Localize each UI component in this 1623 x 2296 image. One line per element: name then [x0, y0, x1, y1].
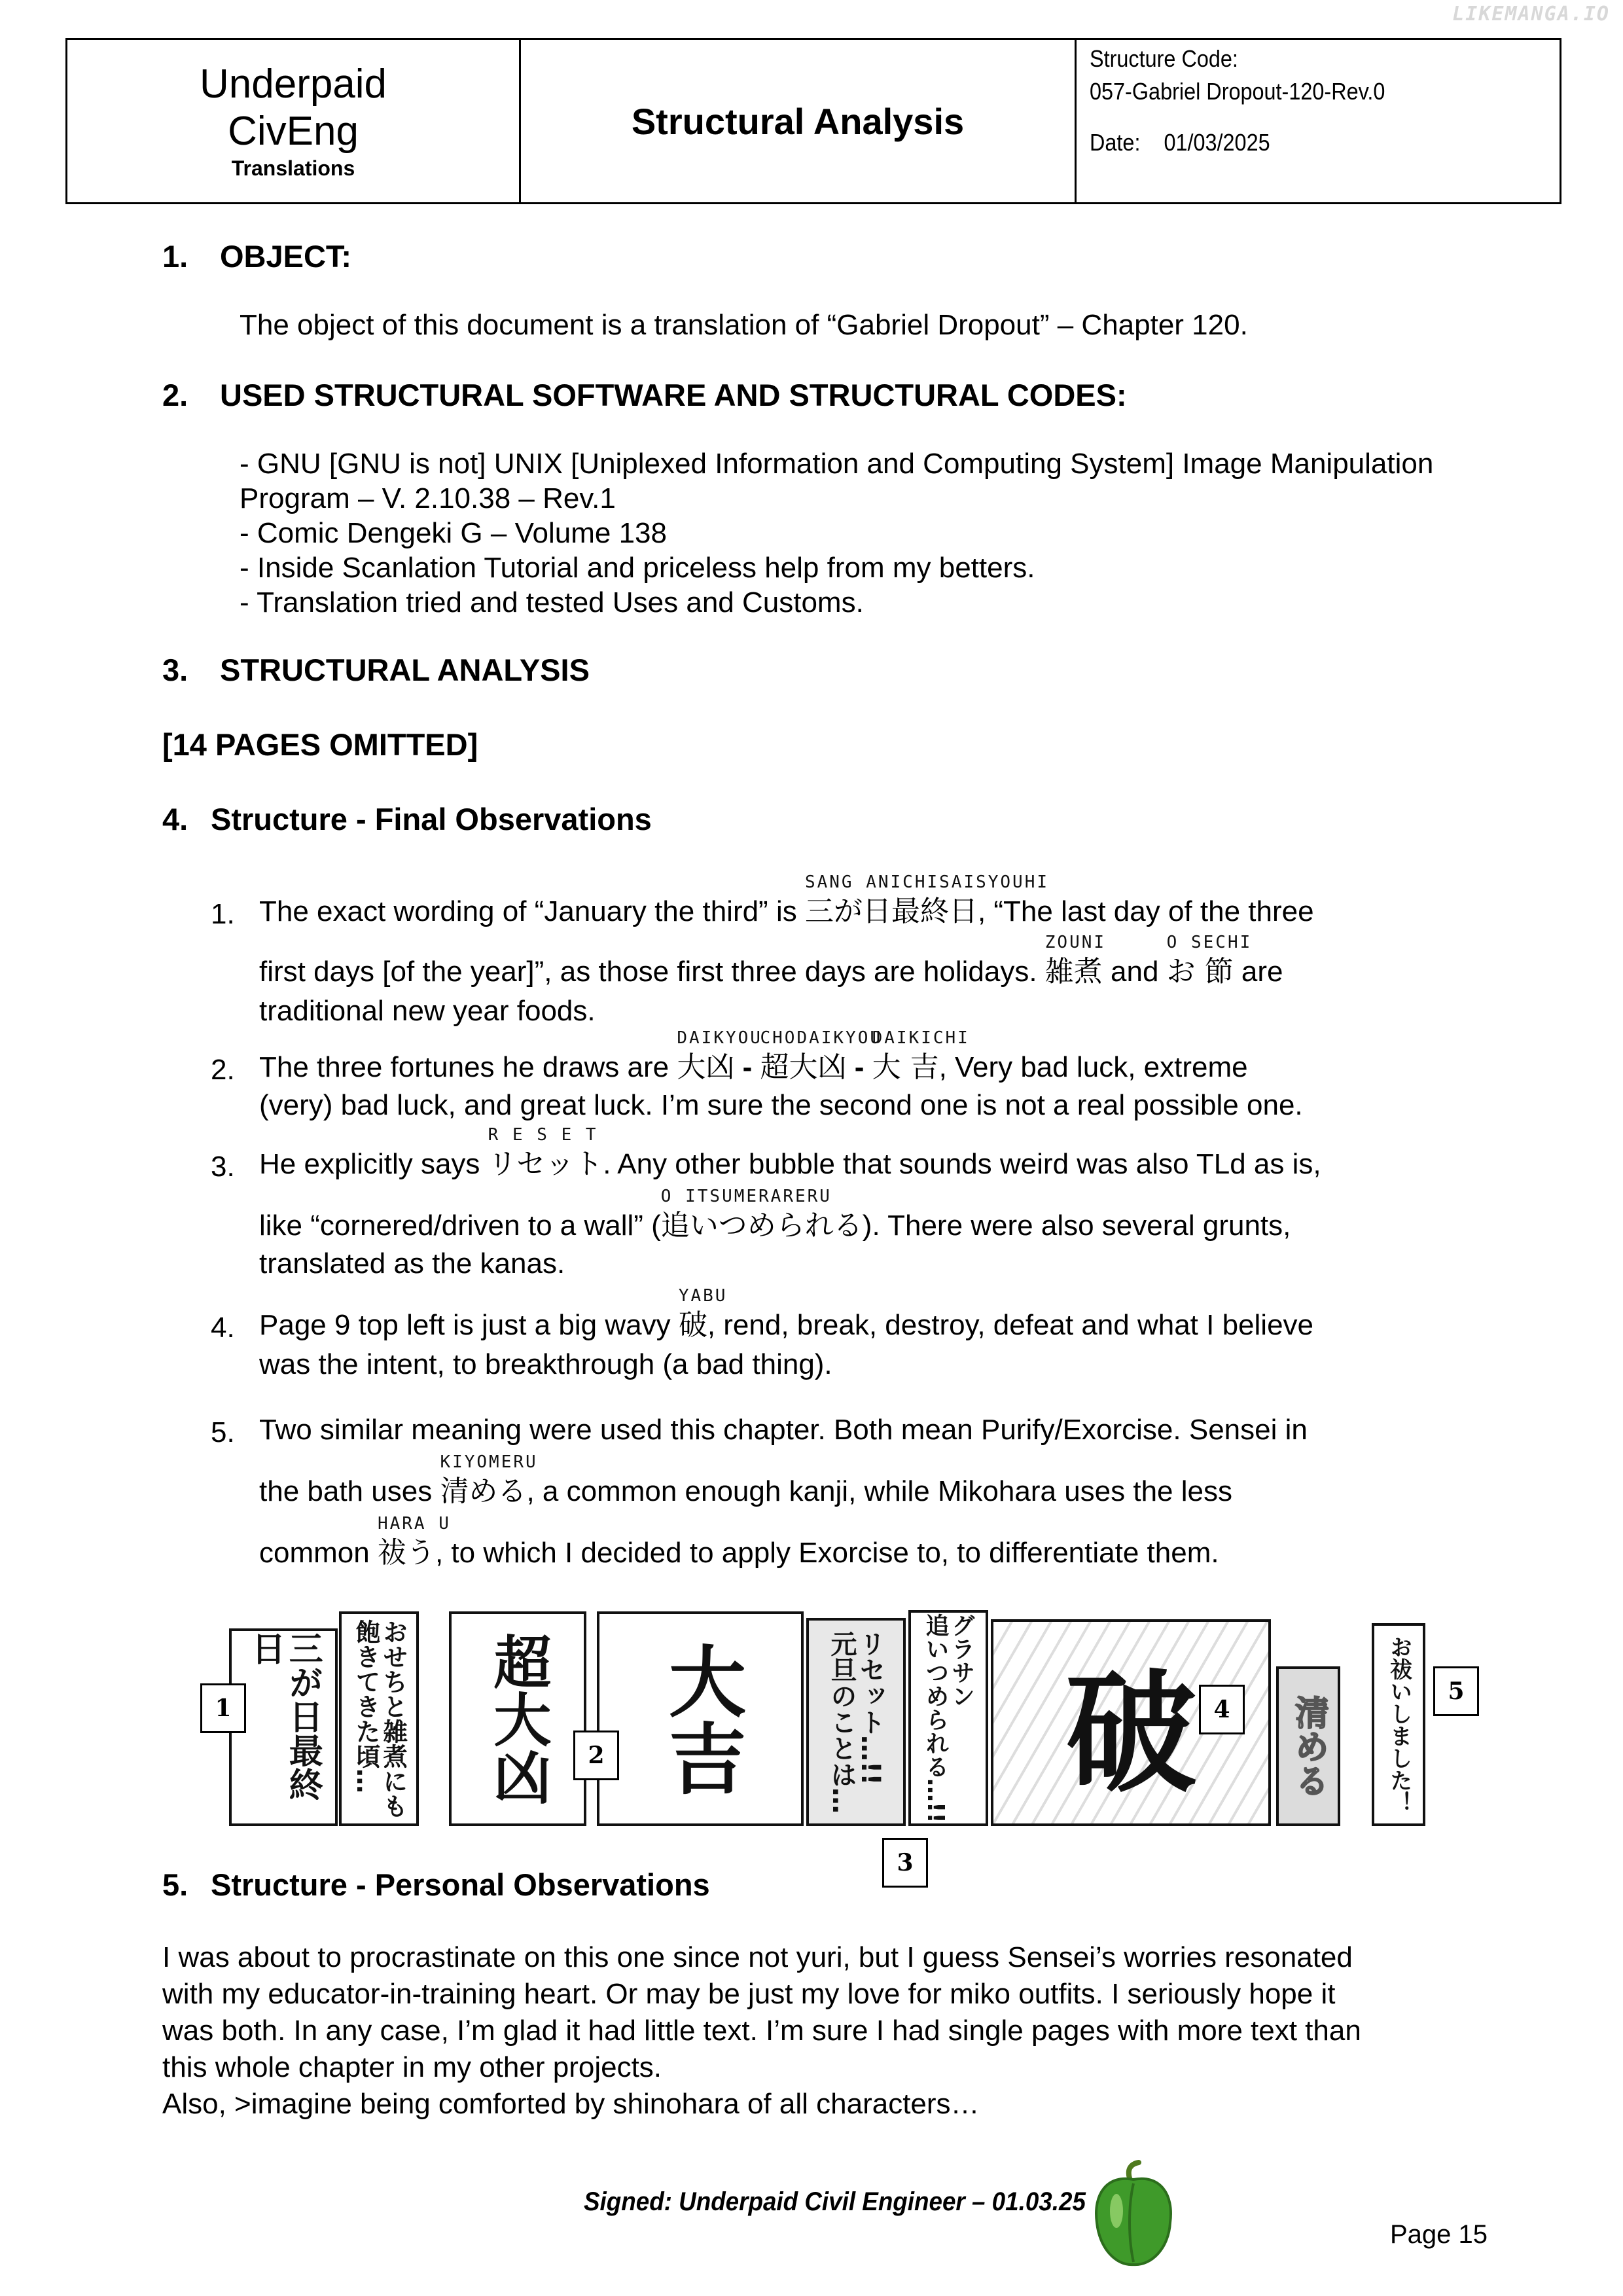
o2-ruby-daikyou-reading: DAIKYOU — [677, 1028, 762, 1048]
o4-text-b: , rend, break, destroy, defeat and what I believe — [707, 1309, 1314, 1341]
software-line-1: - GNU [GNU is not] UNIX [Uniplexed Information and Computing System] Image Manipulation — [240, 448, 1434, 480]
o1-text-e: are — [1241, 956, 1283, 988]
meta-cell — [1077, 40, 1560, 202]
o3-ruby-oitsumerareru-kana: 追いつめられる — [660, 1209, 863, 1242]
observation-3-line-1 — [259, 1125, 1321, 1181]
panel-daikichi-text: 大吉 — [655, 1641, 746, 1796]
panel-harau — [1372, 1623, 1425, 1826]
pepper-highlight — [1110, 2194, 1123, 2228]
o1-ruby-osechi — [1166, 933, 1253, 989]
o2-ruby-daikyou-kanji: 大凶 — [677, 1050, 735, 1084]
o2-ruby-chodaikyou — [760, 1028, 883, 1085]
observation-3-number: 3. — [211, 1151, 235, 1183]
section-1-text: The object of this document is a translation of “Gabriel Dropout” – Chapter 120. — [240, 309, 1248, 341]
observation-4-line-2: was the intent, to breakthrough (a bad thing). — [259, 1348, 832, 1380]
observation-4-line-1 — [259, 1286, 1314, 1342]
o2-ruby-chodaikyou-kanji: 超大凶 — [760, 1050, 847, 1084]
o2-text-b: , Very bad luck, extreme — [938, 1051, 1248, 1083]
document-title: Structural Analysis — [631, 100, 965, 142]
o1-ruby-osechi-kanji: お 節 — [1166, 955, 1234, 988]
personal-line-1: I was about to procrastinate on this one since not yuri, but I guess Sensei’s worries resonated — [162, 1941, 1353, 1973]
date-value: 01/03/2025 — [1164, 129, 1270, 156]
observation-1-number: 1. — [211, 898, 235, 930]
pepper-body — [1096, 2179, 1171, 2265]
o5-text-c: , a common enough kanji, while Mikohara uses the less — [526, 1475, 1232, 1507]
observation-1-line-3: traditional new year foods. — [259, 995, 596, 1027]
panel-reset-line2: 元旦のことは… — [827, 1630, 857, 1814]
o3-ruby-reset-reading: R E S E T — [488, 1125, 598, 1145]
panel-harau-text: お祓いしました！ — [1385, 1636, 1412, 1814]
observation-2-line-1 — [259, 1028, 1248, 1085]
org-name-line2: CivEng — [228, 109, 359, 154]
title-cell — [521, 40, 1077, 202]
structure-code-value: 057-Gabriel Dropout-120-Rev.0 — [1090, 78, 1385, 105]
panel-oitsumerareru — [908, 1610, 988, 1826]
o2-separator-1: - — [742, 1051, 753, 1083]
omitted-pages-note: [14 PAGES OMITTED] — [162, 727, 478, 762]
observation-4-number: 4. — [211, 1312, 235, 1344]
o1-ruby-sanganichi — [804, 872, 1050, 929]
page-number: Page 15 — [1390, 2220, 1488, 2249]
panel-reset-text — [827, 1630, 885, 1814]
panel-osechi-line1: おせちと雑煮にも — [378, 1619, 408, 1818]
o2-text-a: The three fortunes he draws are — [259, 1051, 669, 1083]
structure-code-label: Structure Code: — [1090, 45, 1238, 72]
panel-oitsumerareru-line2: 追いつめられる…!! — [922, 1613, 949, 1823]
o1-text-d: and — [1111, 956, 1159, 988]
o3-text-a: He explicitly says — [259, 1148, 480, 1180]
o4-ruby-yabu — [678, 1286, 728, 1342]
section-3-number: 3. — [162, 653, 188, 687]
o5-text-d: common — [259, 1537, 370, 1569]
o2-ruby-daikichi-kanji: 大 吉 — [872, 1050, 939, 1084]
date-line — [1090, 126, 1501, 159]
o2-separator-2: - — [854, 1051, 865, 1083]
o1-ruby-zouni-kanji: 雑煮 — [1044, 955, 1103, 988]
observation-2-number: 2. — [211, 1054, 235, 1086]
signature-line: Signed: Underpaid Civil Engineer – 01.03.25 — [584, 2187, 1086, 2216]
panel-sanganichi-text: 三が日最終日 — [245, 1631, 323, 1801]
o5-ruby-harau-kanji: 祓う — [377, 1536, 435, 1570]
o4-text-a: Page 9 top left is just a big wavy — [259, 1309, 671, 1341]
panel-label-4: 4 — [1199, 1685, 1245, 1734]
section-4-title: Structure - Final Observations — [211, 802, 652, 836]
observation-2-line-2: (very) bad luck, and great luck. I’m sure the second one is not a real possible one. — [259, 1089, 1303, 1121]
panel-daikichi — [597, 1611, 804, 1826]
o2-ruby-chodaikyou-reading: CHODAIKYOU — [760, 1028, 883, 1048]
watermark: LIKEMANGA.IO — [1452, 3, 1610, 26]
section-1-title: OBJECT: — [220, 239, 352, 274]
software-line-4: - Inside Scanlation Tutorial and priceless help from my betters. — [240, 552, 1035, 584]
o3-text-d: ). There were also several grunts, — [862, 1210, 1291, 1242]
personal-line-5: Also, >imagine being comforted by shinohara of all characters… — [162, 2088, 980, 2120]
section-2-title: USED STRUCTURAL SOFTWARE AND STRUCTURAL CODES: — [220, 378, 1127, 412]
section-2-number: 2. — [162, 378, 188, 412]
panel-label-1: 1 — [200, 1683, 246, 1733]
section-3-title: STRUCTURAL ANALYSIS — [220, 653, 590, 687]
panel-yabu-text: 破 — [1065, 1656, 1196, 1810]
software-line-2: Program – V. 2.10.38 – Rev.1 — [240, 482, 616, 514]
o3-ruby-oitsumerareru — [660, 1187, 863, 1243]
panel-label-3: 3 — [882, 1838, 928, 1888]
o2-ruby-daikyou — [677, 1028, 762, 1085]
o1-ruby-osechi-reading: O SECHI — [1166, 933, 1253, 952]
o1-text-b: , “The last day of the three — [977, 895, 1314, 927]
o4-ruby-yabu-reading: YABU — [678, 1286, 728, 1306]
o5-ruby-harau — [377, 1514, 451, 1570]
o1-ruby-sanganichi-kanji: 三が日最終日 — [804, 895, 978, 928]
observation-3-line-3: translated as the kanas. — [259, 1247, 565, 1280]
panel-osechi-line2: 飽きてきた頃… — [351, 1619, 380, 1793]
observation-3-line-2 — [259, 1187, 1291, 1243]
o2-ruby-daikichi-reading: DAIKICHI — [872, 1028, 970, 1048]
o1-ruby-zouni-reading: ZOUNI — [1044, 933, 1107, 952]
observation-1-line-1 — [259, 872, 1314, 929]
o4-ruby-yabu-kanji: 破 — [678, 1308, 707, 1342]
panel-chodaikyou-text: 超大凶 — [484, 1632, 552, 1805]
observation-5-line-1: Two similar meaning were used this chapter. Both mean Purify/Exorcise. Sensei in — [259, 1414, 1308, 1446]
software-line-5: - Translation tried and tested Uses and Customs. — [240, 586, 864, 619]
panel-label-2: 2 — [573, 1731, 619, 1780]
section-5-number: 5. — [162, 1867, 188, 1902]
o5-text-e: , to which I decided to apply Exorcise to, to differentiate them. — [435, 1537, 1219, 1569]
panel-osechi-text — [351, 1619, 406, 1818]
o3-ruby-oitsumerareru-reading: O ITSUMERARERU — [660, 1187, 832, 1206]
observation-1-line-2 — [259, 933, 1283, 989]
document-header — [65, 38, 1561, 204]
o5-ruby-kiyomeru-kanji: 清める — [440, 1475, 527, 1508]
org-name-line3: Translations — [231, 156, 355, 180]
personal-line-2: with my educator-in-training heart. Or may be just my love for miko outfits. I seriously hope it — [162, 1978, 1336, 2010]
observation-5-number: 5. — [211, 1416, 235, 1448]
section-5-title: Structure - Personal Observations — [211, 1867, 710, 1902]
o3-text-c: like “cornered/driven to a wall” ( — [259, 1210, 661, 1242]
org-name-line1: Underpaid — [199, 62, 387, 107]
personal-line-3: was both. In any case, I’m glad it had little text. I’m sure I had single pages with more text than — [162, 2015, 1361, 2047]
o5-ruby-kiyomeru — [440, 1452, 538, 1509]
o2-ruby-daikichi — [872, 1028, 970, 1085]
o5-ruby-harau-reading: HARA U — [377, 1514, 451, 1534]
panel-kiyomeru — [1276, 1666, 1340, 1826]
date-label: Date: — [1090, 129, 1141, 156]
o1-ruby-zouni — [1044, 933, 1107, 989]
o3-ruby-reset-kana: リセット — [488, 1147, 603, 1181]
o5-text-b: the bath uses — [259, 1475, 433, 1507]
o3-text-b: . Any other bubble that sounds weird was also TLd as is, — [603, 1148, 1321, 1180]
organization-cell — [67, 40, 521, 202]
observation-5-line-2 — [259, 1452, 1232, 1509]
panel-reset-line1: リセット…!! — [855, 1630, 885, 1785]
o3-ruby-reset — [488, 1125, 603, 1181]
panel-osechi — [339, 1611, 419, 1826]
software-line-3: - Comic Dengeki G – Volume 138 — [240, 517, 667, 549]
pepper-stem — [1129, 2162, 1139, 2178]
panel-oitsumerareru-line1: グラサン — [948, 1613, 975, 1708]
section-4-number: 4. — [162, 802, 188, 836]
panel-oitsumerareru-text — [922, 1613, 974, 1823]
o1-text-a: The exact wording of “January the third” is — [259, 895, 797, 927]
section-1-number: 1. — [162, 239, 188, 274]
o1-ruby-sanganichi-reading: SANG ANICHISAISYOUHI — [804, 872, 1050, 892]
panel-kiyomeru-text: 清める — [1289, 1695, 1329, 1797]
panel-reset — [806, 1618, 906, 1826]
personal-line-4: this whole chapter in my other projects. — [162, 2051, 662, 2083]
o5-ruby-kiyomeru-reading: KIYOMERU — [440, 1452, 538, 1472]
green-pepper-icon — [1088, 2160, 1179, 2270]
panel-label-5: 5 — [1433, 1666, 1479, 1716]
observation-5-line-3 — [259, 1514, 1219, 1570]
panel-chodaikyou — [449, 1611, 586, 1826]
o1-text-c: first days [of the year]”, as those first three days are holidays. — [259, 956, 1037, 988]
